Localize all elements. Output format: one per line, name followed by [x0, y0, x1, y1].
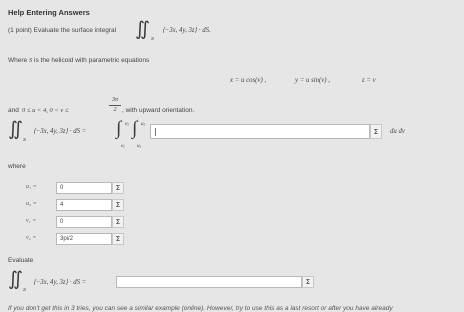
where-text: Where [8, 57, 28, 64]
surface-subscript-3: S [23, 287, 27, 292]
where-label: where [8, 163, 26, 170]
text-cursor [155, 128, 156, 136]
outer-upper-limit: v₂ [125, 121, 129, 126]
bounds-text: 0 ≤ u < 4, 0 < v ≤ [22, 107, 69, 114]
sigma-button-v2[interactable]: Σ [112, 233, 124, 245]
double-integral-symbol-2: ∬ [8, 119, 23, 140]
and-text: and [8, 107, 19, 114]
inner-upper-limit: u₂ [141, 121, 146, 126]
sigma-button-u2[interactable]: Σ [112, 199, 124, 211]
frac-den: 2 [113, 107, 117, 113]
u2-label: u₂ = [26, 201, 37, 207]
u1-input[interactable]: 0 [56, 182, 112, 194]
where-line [8, 57, 149, 64]
sigma-button-v1[interactable]: Σ [112, 216, 124, 228]
v1-label: v₁ = [26, 218, 37, 224]
v1-input[interactable]: 0 [56, 216, 112, 228]
param-z: z = v [362, 77, 376, 84]
outer-integral-symbol: ∫ [116, 118, 122, 139]
inner-lower-limit: u₁ [137, 143, 141, 148]
evaluate-lhs: ⟨−3x, 4y, 3z⟩ · dS = [33, 279, 87, 286]
iterated-lhs: ⟨−3x, 4y, 3z⟩ · dS = [33, 128, 87, 135]
iterated-answer-input[interactable] [150, 124, 370, 139]
u2-input[interactable]: 4 [56, 199, 112, 211]
double-integral-symbol-3: ∬ [8, 269, 23, 290]
orientation-text: , with upward orientation. [122, 107, 195, 114]
frac-num: 3π [111, 97, 118, 103]
where-s: S [28, 57, 33, 64]
problem-statement [8, 27, 116, 34]
param-y: y = u sin(v) , [295, 77, 330, 84]
surface-subscript: S [151, 36, 155, 41]
surface-subscript-2: S [23, 137, 27, 142]
double-integral-symbol: ∬ [135, 19, 150, 40]
footer-hint: If you don't get this in 3 tries, you can see a similar example (online). However, try to use this as a last resort or after you have already [8, 305, 393, 312]
sigma-button-iterated[interactable]: Σ [370, 124, 382, 139]
param-x: x = u cos(v) , [230, 77, 267, 84]
statement-text: Evaluate the surface integral [33, 27, 117, 34]
outer-lower-limit: v₁ [121, 143, 125, 148]
v2-label: v₂ = [26, 235, 37, 241]
sigma-button-u1[interactable]: Σ [112, 182, 124, 194]
sigma-button-evaluate[interactable]: Σ [302, 276, 314, 288]
evaluate-answer-input[interactable] [116, 276, 302, 288]
inner-integral-symbol: ∫ [132, 118, 138, 139]
problem-integrand: ⟨−3x, 4y, 3z⟩ · dS. [162, 27, 211, 34]
v2-input[interactable]: 3pi/2 [56, 233, 112, 245]
where-rest: is the helicoid with parametric equations [34, 57, 150, 64]
points-label: (1 point) [8, 27, 32, 34]
u1-label: u₁ = [26, 184, 37, 190]
iterated-tail: du dv [390, 128, 405, 135]
page-title: Help Entering Answers [8, 8, 90, 17]
frac-bar [109, 105, 121, 106]
evaluate-label: Evaluate [8, 257, 34, 264]
